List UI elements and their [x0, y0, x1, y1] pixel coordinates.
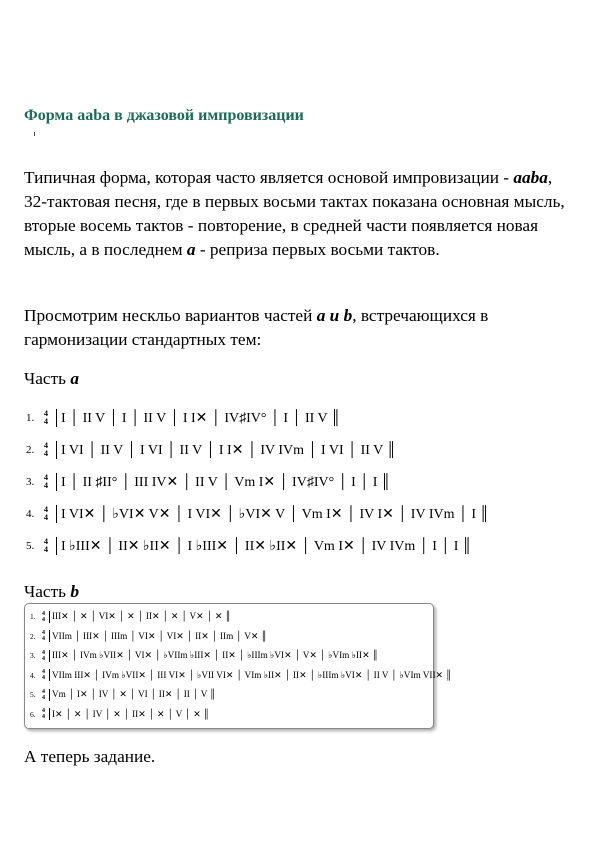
- final-line: А теперь задание.: [24, 747, 156, 766]
- progression-row: [26, 466, 566, 498]
- part-a-heading-text: Часть: [24, 369, 71, 388]
- chord-sequence: I ♭III✕ │ II✕ ♭II✕ │ I ♭III✕ │ II✕ ♭II✕ │ Vm I✕ │ IV IVm │ I │ I ║: [61, 538, 472, 554]
- time-signature: 4 4: [42, 610, 45, 623]
- a-letter: а: [186, 240, 196, 259]
- time-signature: 4 4: [44, 409, 48, 426]
- row-number: 1.: [26, 412, 35, 424]
- row-number: 6.: [30, 709, 36, 719]
- part-b-progressions: [30, 607, 452, 724]
- row-number: 1.: [30, 612, 36, 622]
- variants-paragraph: [24, 304, 576, 352]
- progression-row: [26, 434, 566, 466]
- chord-sequence: I VI │ II V │ I VI │ II V │ I I✕ │ IV IVm │ I VI │ II V ║: [61, 442, 397, 458]
- part-b-heading-text: Часть: [24, 582, 71, 601]
- barline: [49, 611, 50, 623]
- row-number: 2.: [30, 631, 36, 641]
- time-signature: 4 4: [42, 708, 45, 721]
- barline: [49, 708, 50, 720]
- barline: [49, 689, 50, 701]
- part-a-progressions: [26, 402, 566, 562]
- time-signature: 4 4: [42, 649, 45, 662]
- progression-row: [26, 530, 566, 562]
- part-b-figure: [24, 603, 453, 729]
- form-word: aaba: [513, 168, 548, 187]
- chord-sequence: III✕ │ IVm ♭VII✕ │ VI✕ │ ♭VIIm ♭III✕ │ II✕ │ ♭IIIm ♭VI✕ │ V✕ │ ♭VIm ♭II✕ ║: [52, 650, 379, 661]
- intro-paragraph: [24, 166, 576, 262]
- row-number: 2.: [26, 444, 35, 456]
- row-number: 5.: [30, 690, 36, 700]
- row-number: 3.: [30, 651, 36, 661]
- part-b-heading: [24, 582, 79, 602]
- chord-sequence: I │ II V │ I │ II V │ I I✕ │ IV♯IV° │ I │ II V ║: [61, 410, 341, 426]
- intro-text-middle: , 32-тактовая песня, где в первых восьми тактах показана основная мысль, вторые восемь тактов - повторение, в средней части появляется новая мысль, а в последнем: [24, 168, 565, 259]
- chord-sequence: I │ II ♯II° │ III IV✕ │ II V │ Vm I✕ │ IV♯IV° │ I │ I ║: [61, 474, 391, 490]
- variants-text-after: , встречающихся в гармонизации стандартных тем:: [24, 306, 489, 349]
- barline: [49, 669, 50, 681]
- page-title: Форма aaba в джазовой импровизации: [24, 107, 304, 124]
- row-number: 3.: [26, 476, 35, 488]
- chord-sequence: III✕ │ ✕ │ VI✕ │ ✕ │ II✕ │ ✕ │ V✕ │ ✕ ║: [52, 611, 232, 622]
- variants-parts: а и b: [316, 306, 353, 325]
- bullet-mark: [34, 132, 35, 136]
- row-number: 4.: [26, 508, 35, 520]
- barline: [49, 630, 50, 642]
- time-signature: 4 4: [42, 669, 45, 682]
- progression-row: [26, 402, 566, 434]
- progression-row: [30, 627, 452, 647]
- progression-row: [30, 666, 452, 686]
- progression-row: [30, 685, 452, 705]
- chord-sequence: I VI✕ │ ♭VI✕ V✕ │ I VI✕ │ ♭VI✕ V │ Vm I✕ │ IV I✕ │ IV IVm │ I ║: [61, 506, 490, 522]
- intro-text-after: - реприза первых восьми тактов.: [195, 240, 440, 259]
- time-signature: 4 4: [44, 473, 48, 490]
- row-number: 5.: [26, 540, 35, 552]
- variants-text-before: Просмотрим нескльо вариантов частей: [24, 306, 317, 325]
- intro-text-before: Типичная форма, которая часто является основой импровизации -: [24, 168, 514, 187]
- part-a-letter: a: [70, 369, 79, 388]
- progression-row: [30, 607, 452, 627]
- barline: [56, 473, 57, 491]
- row-number: 4.: [30, 670, 36, 680]
- barline: [56, 537, 57, 555]
- time-signature: 4 4: [42, 630, 45, 643]
- chord-sequence: I✕ │ ✕ │ IV │ ✕ │ II✕ │ ✕ │ V │ ✕ ║: [52, 708, 210, 719]
- progression-row: [30, 705, 452, 725]
- barline: [56, 505, 57, 523]
- time-signature: 4 4: [42, 688, 45, 701]
- chord-sequence: VIIm III✕ │ IVm ♭VII✕ │ III VI✕ │ ♭VII VI✕ │ VIm ♭II✕ │ II✕ │ ♭IIIm ♭VI✕ │ II V │ ♭VIm VII✕ ║: [52, 669, 453, 680]
- progression-row: [30, 646, 452, 666]
- barline: [56, 409, 57, 427]
- part-b-letter: b: [70, 582, 79, 601]
- time-signature: 4 4: [44, 441, 48, 458]
- barline: [56, 441, 57, 459]
- chord-sequence: VIIm │ III✕ │ IIIm │ VI✕ │ VI✕ │ II✕ │ IIm │ V✕ ║: [52, 630, 268, 641]
- part-a-heading: [24, 369, 79, 389]
- time-signature: 4 4: [44, 537, 48, 554]
- barline: [49, 650, 50, 662]
- time-signature: 4 4: [44, 505, 48, 522]
- chord-sequence: Vm │ I✕ │ IV │ ✕ │ VI │ II✕ │ II │ V ║: [52, 689, 217, 700]
- progression-row: [26, 498, 566, 530]
